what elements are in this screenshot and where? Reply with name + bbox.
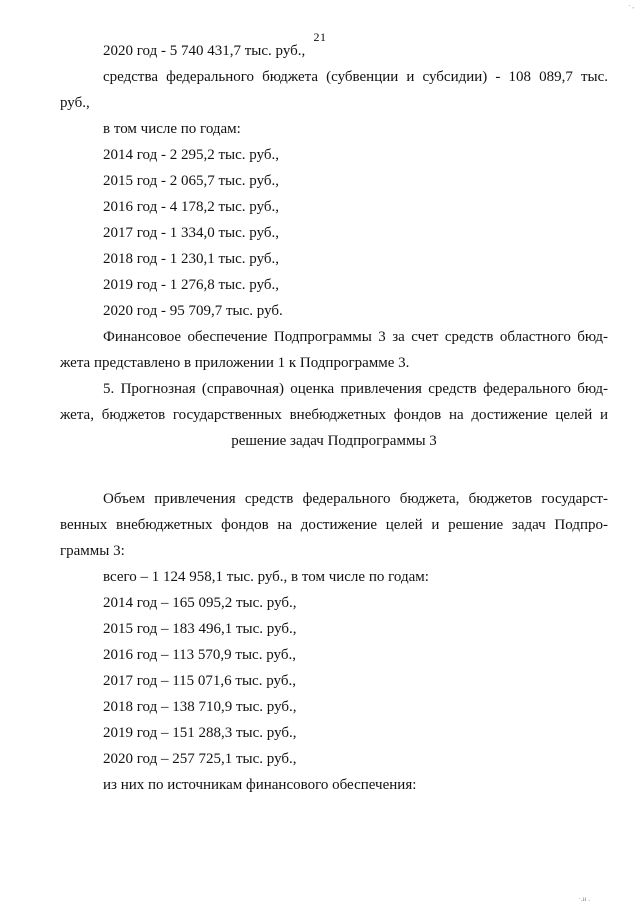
- scan-mark-bottom: ·.н .: [578, 895, 590, 903]
- volume-paragraph-line1: Объем привлечения средств федерального бюджета, бюджетов государст-: [103, 491, 608, 507]
- total-line: всего – 1 124 958,1 тыс. руб., в том числе по годам:: [103, 569, 429, 585]
- federal-year-2016: 2016 год - 4 178,2 тыс. руб.,: [103, 199, 280, 215]
- attract-year-2016: 2016 год – 113 570,9 тыс. руб.,: [103, 647, 296, 663]
- federal-year-2019: 2019 год - 1 276,8 тыс. руб.,: [103, 277, 280, 293]
- sources-label: из них по источникам финансового обеспечения:: [103, 777, 417, 793]
- year-2020-line: 2020 год - 5 740 431,7 тыс. руб.,: [103, 43, 306, 59]
- document-body: [60, 38, 608, 798]
- federal-year-2020: 2020 год - 95 709,7 тыс. руб.: [103, 303, 283, 319]
- federal-budget-line-cont: руб.,: [60, 95, 90, 111]
- section-heading-line3: решение задач Подпрограммы 3: [231, 433, 437, 449]
- section-heading-line1: 5. Прогнозная (справочная) оценка привлечения средств федерального бюд-: [103, 381, 608, 397]
- federal-year-2014: 2014 год - 2 295,2 тыс. руб.,: [103, 147, 280, 163]
- section-spacer: [60, 454, 608, 486]
- federal-year-2017: 2017 год - 1 334,0 тыс. руб.,: [103, 225, 280, 241]
- section-heading-line2: жета, бюджетов государственных внебюджетных фондов на достижение целей и: [60, 407, 608, 423]
- attract-year-2019: 2019 год – 151 288,3 тыс. руб.,: [103, 725, 297, 741]
- attract-year-2017: 2017 год – 115 071,6 тыс. руб.,: [103, 673, 296, 689]
- financing-paragraph-line1: Финансовое обеспечение Подпрограммы 3 за счет средств областного бюд-: [103, 329, 608, 345]
- scan-mark-top: · ,: [628, 2, 634, 10]
- attract-year-2014: 2014 год – 165 095,2 тыс. руб.,: [103, 595, 297, 611]
- federal-year-2015: 2015 год - 2 065,7 тыс. руб.,: [103, 173, 280, 189]
- federal-year-2018: 2018 год - 1 230,1 тыс. руб.,: [103, 251, 280, 267]
- attract-year-2015: 2015 год – 183 496,1 тыс. руб.,: [103, 621, 297, 637]
- by-years-label: в том числе по годам:: [103, 121, 241, 137]
- volume-paragraph-line3: граммы 3:: [60, 543, 125, 559]
- volume-paragraph-line2: венных внебюджетных фондов на достижение целей и решение задач Подпро-: [60, 517, 608, 533]
- attract-year-2018: 2018 год – 138 710,9 тыс. руб.,: [103, 699, 297, 715]
- page-number: 21: [313, 30, 327, 44]
- financing-paragraph-line2: жета представлено в приложении 1 к Подпрограмме 3.: [60, 355, 410, 371]
- attract-year-2020: 2020 год – 257 725,1 тыс. руб.,: [103, 751, 297, 767]
- federal-budget-line: средства федерального бюджета (субвенции и субсидии) - 108 089,7 тыс.: [103, 69, 608, 85]
